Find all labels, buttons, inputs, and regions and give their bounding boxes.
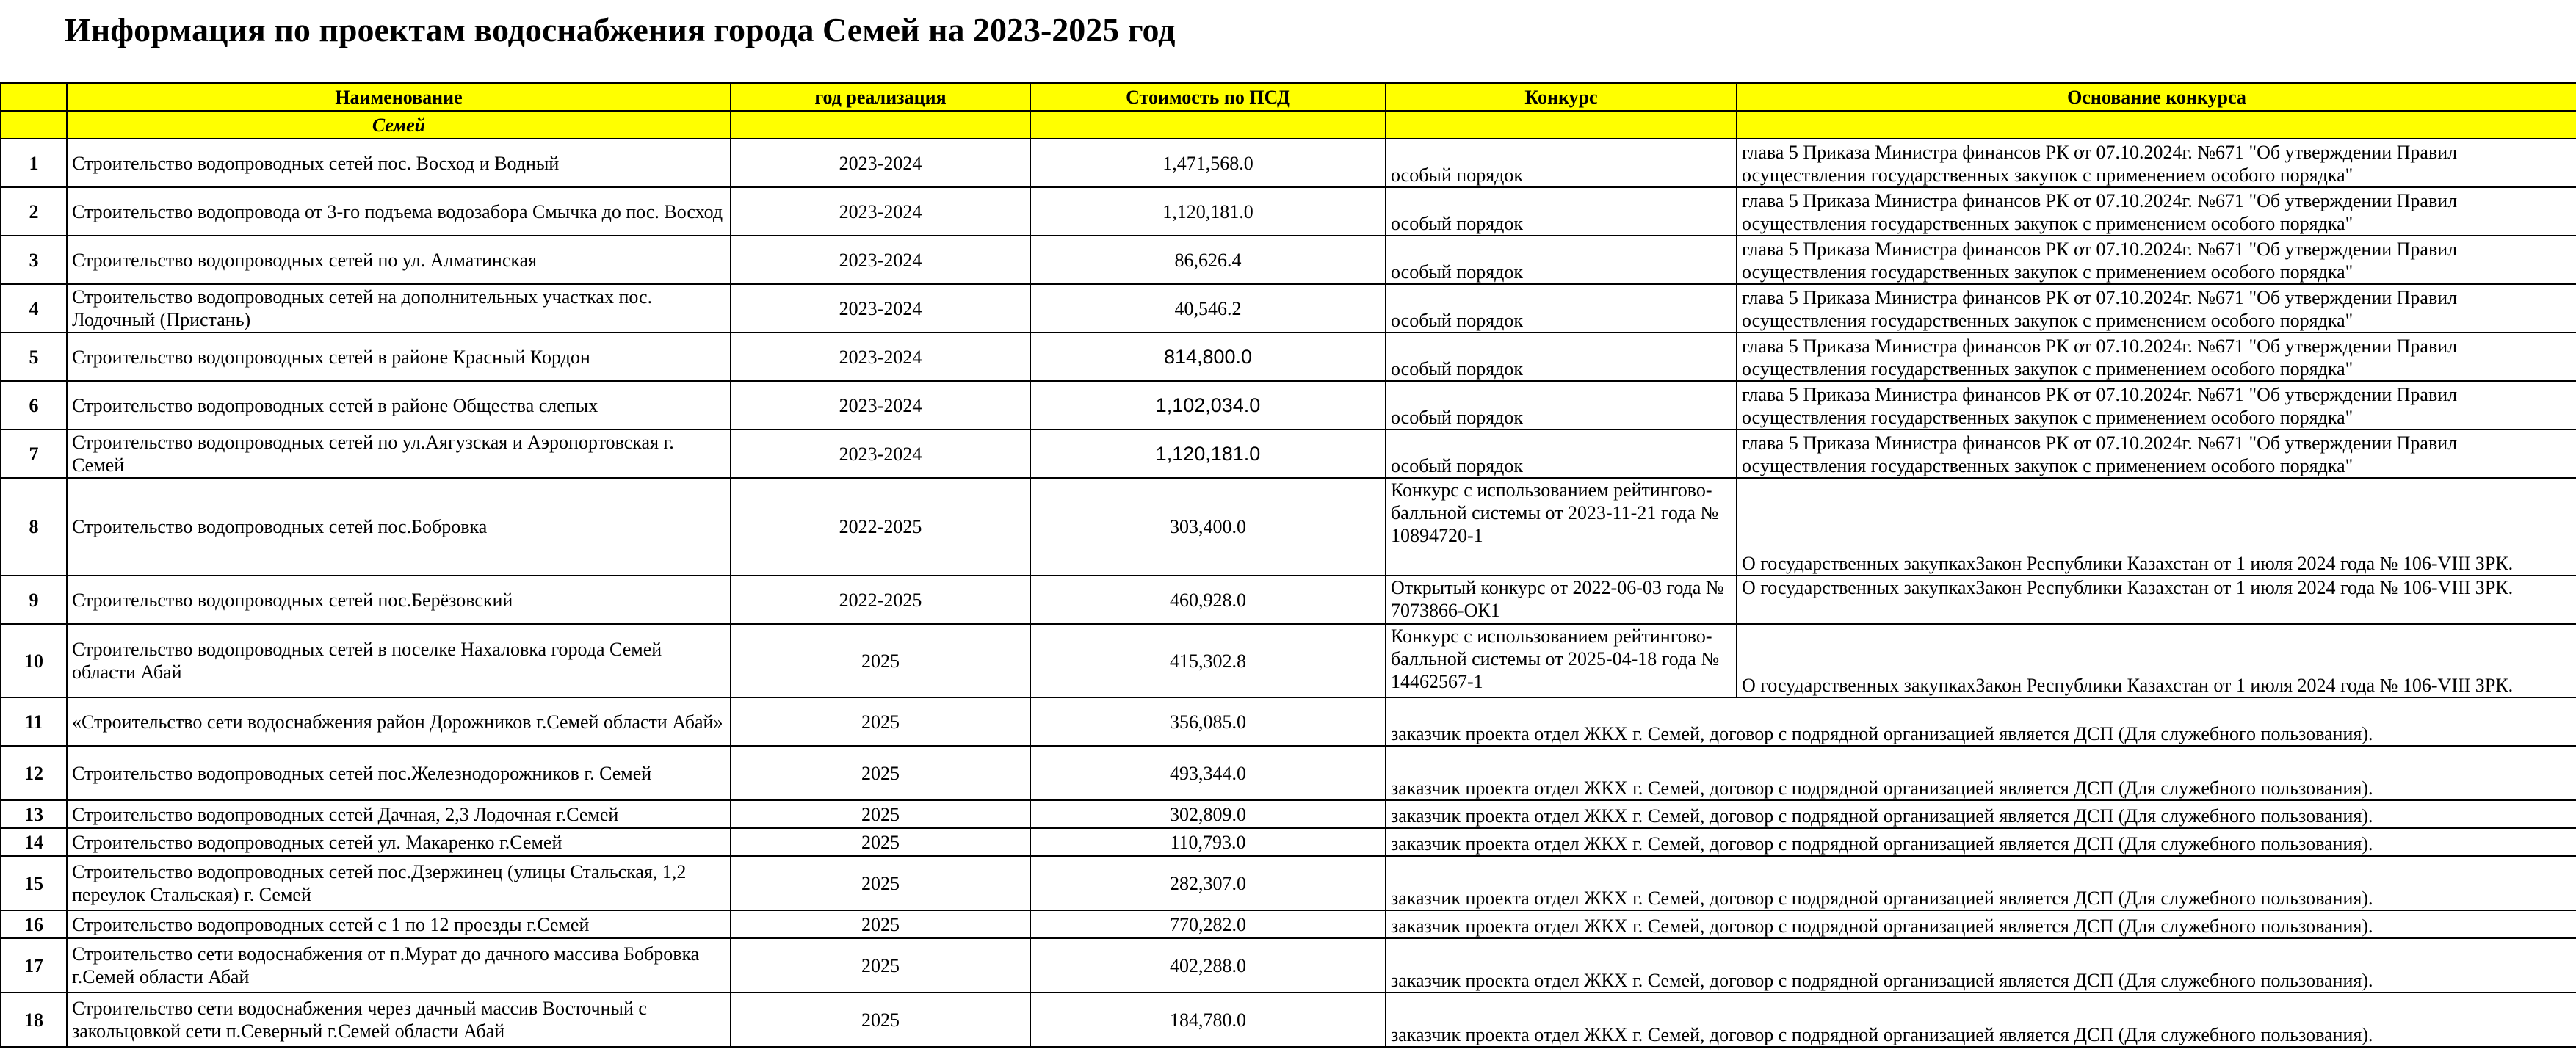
row-number: 6: [1, 381, 67, 429]
implementation-year: 2025: [731, 746, 1030, 800]
table-row: [1, 856, 2576, 910]
table-row: [1, 284, 2576, 333]
project-cost: 814,800.0: [1030, 333, 1386, 381]
contest-note: заказчик проекта отдел ЖКХ г. Семей, договор с подрядной организацией является ДСП (Для служебного пользования).: [1386, 993, 2576, 1047]
project-name: Строительство водопроводных сетей ул. Макаренко г.Семей: [67, 828, 731, 856]
implementation-year: 2022-2025: [731, 576, 1030, 624]
contest-note: заказчик проекта отдел ЖКХ г. Семей, договор с подрядной организацией является ДСП (Для служебного пользования).: [1386, 800, 2576, 828]
project-cost: 415,302.8: [1030, 624, 1386, 697]
table-row: [1, 800, 2576, 828]
implementation-year: 2023-2024: [731, 333, 1030, 381]
row-number: 17: [1, 938, 67, 993]
project-cost: 184,780.0: [1030, 993, 1386, 1047]
table-row: [1, 478, 2576, 576]
contest-basis: глава 5 Приказа Министра финансов РК от 07.10.2024г. №671 "Об утверждении Правил осуществления государственных закупок с применением особого порядка": [1737, 236, 2576, 284]
implementation-year: 2023-2024: [731, 284, 1030, 333]
project-name: Строительство водопроводных сетей пос.Берёзовский: [67, 576, 731, 624]
contest-basis: глава 5 Приказа Министра финансов РК от 07.10.2024г. №671 "Об утверждении Правил осуществления государственных закупок с применением особого порядка": [1737, 139, 2576, 187]
row-number: 8: [1, 478, 67, 576]
contest-basis: глава 5 Приказа Министра финансов РК от 07.10.2024г. №671 "Об утверждении Правил осуществления государственных закупок с применением особого порядка": [1737, 429, 2576, 478]
header-number: [1, 83, 67, 111]
project-name: Строительство сети водоснабжения через дачный массив Восточный с закольцовкой сети п.Северный г.Семей области Абай: [67, 993, 731, 1047]
project-name: Строительство водопроводных сетей в поселке Нахаловка города Семей области Абай: [67, 624, 731, 697]
implementation-year: 2023-2024: [731, 429, 1030, 478]
project-cost: 493,344.0: [1030, 746, 1386, 800]
contest-type: Открытый конкурс от 2022-06-03 года № 7073866-ОК1: [1386, 576, 1737, 624]
project-name: Строительство водопроводных сетей по ул.Аягузская и Аэропортовская г. Семей: [67, 429, 731, 478]
header-cost: Стоимость по ПСД: [1030, 83, 1386, 111]
contest-type: Конкурс с использованием рейтингово-балльной системы от 2023-11-21 года № 10894720-1: [1386, 478, 1737, 576]
implementation-year: 2023-2024: [731, 381, 1030, 429]
project-cost: 770,282.0: [1030, 910, 1386, 938]
table-row: [1, 697, 2576, 746]
implementation-year: 2025: [731, 828, 1030, 856]
implementation-year: 2025: [731, 856, 1030, 910]
table-row: [1, 828, 2576, 856]
project-name: Строительство водопровода от 3-го подъема водозабора Смычка до пос. Восход: [67, 187, 731, 236]
project-name: Строительство сети водоснабжения от п.Мурат до дачного массива Бобровка г.Семей области Абай: [67, 938, 731, 993]
implementation-year: 2023-2024: [731, 236, 1030, 284]
row-number: 1: [1, 139, 67, 187]
project-name: Строительство водопроводных сетей в районе Общества слепых: [67, 381, 731, 429]
table-row: [1, 333, 2576, 381]
contest-basis: О государственных закупкахЗакон Республики Казахстан от 1 июля 2024 года № 106-VIII ЗРК.: [1737, 478, 2576, 576]
table-row: [1, 993, 2576, 1047]
project-name: Строительство водопроводных сетей пос.Дзержинец (улицы Стальская, 1,2 переулок Стальская) г. Семей: [67, 856, 731, 910]
row-number: 16: [1, 910, 67, 938]
contest-basis: О государственных закупкахЗакон Республики Казахстан от 1 июля 2024 года № 106-VIII ЗРК.: [1737, 576, 2576, 624]
contest-basis: глава 5 Приказа Министра финансов РК от 07.10.2024г. №671 "Об утверждении Правил осуществления государственных закупок с применением особого порядка": [1737, 284, 2576, 333]
implementation-year: 2025: [731, 800, 1030, 828]
row-number: 14: [1, 828, 67, 856]
contest-type: особый порядок: [1386, 236, 1737, 284]
table-row: [1, 910, 2576, 938]
table-row: [1, 139, 2576, 187]
project-cost: 40,546.2: [1030, 284, 1386, 333]
row-number: 13: [1, 800, 67, 828]
contest-basis: глава 5 Приказа Министра финансов РК от 07.10.2024г. №671 "Об утверждении Правил осуществления государственных закупок с применением особого порядка": [1737, 187, 2576, 236]
row-number: 12: [1, 746, 67, 800]
implementation-year: 2025: [731, 697, 1030, 746]
project-cost: 1,120,181.0: [1030, 429, 1386, 478]
project-name: Строительство водопроводных сетей в районе Красный Кордон: [67, 333, 731, 381]
project-cost: 1,120,181.0: [1030, 187, 1386, 236]
page-title: Информация по проектам водоснабжения города Семей на 2023-2025 год: [65, 11, 1176, 48]
row-number: 4: [1, 284, 67, 333]
contest-type: особый порядок: [1386, 187, 1737, 236]
row-number: 9: [1, 576, 67, 624]
contest-note: заказчик проекта отдел ЖКХ г. Семей, договор с подрядной организацией является ДСП (Для служебного пользования).: [1386, 938, 2576, 993]
project-cost: 460,928.0: [1030, 576, 1386, 624]
contest-note: заказчик проекта отдел ЖКХ г. Семей, договор с подрядной организацией является ДСП (Для служебного пользования).: [1386, 856, 2576, 910]
table-row: [1, 938, 2576, 993]
row-number: 7: [1, 429, 67, 478]
project-cost: 86,626.4: [1030, 236, 1386, 284]
row-number: 18: [1, 993, 67, 1047]
implementation-year: 2025: [731, 993, 1030, 1047]
contest-type: особый порядок: [1386, 381, 1737, 429]
table-row: [1, 576, 2576, 624]
project-name: «Строительство сети водоснабжения район Дорожников г.Семей области Абай»: [67, 697, 731, 746]
row-number: 11: [1, 697, 67, 746]
project-cost: 1,102,034.0: [1030, 381, 1386, 429]
contest-note: заказчик проекта отдел ЖКХ г. Семей, договор с подрядной организацией является ДСП (Для служебного пользования).: [1386, 746, 2576, 800]
project-name: Строительство водопроводных сетей на дополнительных участках пос. Лодочный (Пристань): [67, 284, 731, 333]
contest-note: заказчик проекта отдел ЖКХ г. Семей, договор с подрядной организацией является ДСП (Для служебного пользования).: [1386, 697, 2576, 746]
implementation-year: 2023-2024: [731, 187, 1030, 236]
row-number: 2: [1, 187, 67, 236]
table-row: [1, 746, 2576, 800]
project-name: Строительство водопроводных сетей пос.Железнодорожников г. Семей: [67, 746, 731, 800]
contest-note: заказчик проекта отдел ЖКХ г. Семей, договор с подрядной организацией является ДСП (Для служебного пользования).: [1386, 828, 2576, 856]
row-number: 5: [1, 333, 67, 381]
contest-type: особый порядок: [1386, 284, 1737, 333]
project-name: Строительство водопроводных сетей по ул. Алматинская: [67, 236, 731, 284]
project-cost: 402,288.0: [1030, 938, 1386, 993]
implementation-year: 2025: [731, 624, 1030, 697]
header-name: Наименование: [67, 83, 731, 111]
project-cost: 303,400.0: [1030, 478, 1386, 576]
implementation-year: 2025: [731, 910, 1030, 938]
contest-basis: глава 5 Приказа Министра финансов РК от 07.10.2024г. №671 "Об утверждении Правил осуществления государственных закупок с применением особого порядка": [1737, 333, 2576, 381]
row-number: 10: [1, 624, 67, 697]
contest-type: особый порядок: [1386, 333, 1737, 381]
project-name: Строительство водопроводных сетей Дачная, 2,3 Лодочная г.Семей: [67, 800, 731, 828]
section-row: [1, 111, 2576, 139]
project-name: Строительство водопроводных сетей пос.Бобровка: [67, 478, 731, 576]
table-row: [1, 187, 2576, 236]
project-name: Строительство водопроводных сетей пос. Восход и Водный: [67, 139, 731, 187]
row-number: 3: [1, 236, 67, 284]
implementation-year: 2025: [731, 938, 1030, 993]
contest-type: особый порядок: [1386, 139, 1737, 187]
header-year: год реализация: [731, 83, 1030, 111]
table-row: [1, 624, 2576, 697]
table-row: [1, 429, 2576, 478]
contest-type: особый порядок: [1386, 429, 1737, 478]
project-name: Строительство водопроводных сетей с 1 по 12 проезды г.Семей: [67, 910, 731, 938]
table-row: [1, 236, 2576, 284]
table-row: [1, 381, 2576, 429]
project-cost: 282,307.0: [1030, 856, 1386, 910]
contest-type: Конкурс с использованием рейтингово-балльной системы от 2025-04-18 года № 14462567-1: [1386, 624, 1737, 697]
project-cost: 356,085.0: [1030, 697, 1386, 746]
project-cost: 110,793.0: [1030, 828, 1386, 856]
row-number: 15: [1, 856, 67, 910]
project-cost: 302,809.0: [1030, 800, 1386, 828]
implementation-year: 2022-2025: [731, 478, 1030, 576]
project-cost: 1,471,568.0: [1030, 139, 1386, 187]
contest-note: заказчик проекта отдел ЖКХ г. Семей, договор с подрядной организацией является ДСП (Для служебного пользования).: [1386, 910, 2576, 938]
header-basis: Основание конкурса: [1737, 83, 2576, 111]
contest-basis: О государственных закупкахЗакон Республики Казахстан от 1 июля 2024 года № 106-VIII ЗРК.: [1737, 624, 2576, 697]
contest-basis: глава 5 Приказа Министра финансов РК от 07.10.2024г. №671 "Об утверждении Правил осуществления государственных закупок с применением особого порядка": [1737, 381, 2576, 429]
implementation-year: 2023-2024: [731, 139, 1030, 187]
header-contest: Конкурс: [1386, 83, 1737, 111]
section-label: Семей: [67, 111, 731, 139]
header-row: [1, 83, 2576, 111]
projects-table: [0, 82, 2576, 1048]
